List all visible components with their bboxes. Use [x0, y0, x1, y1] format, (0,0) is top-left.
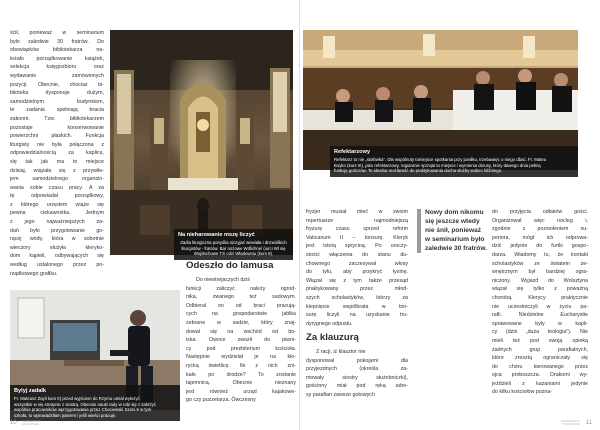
chapel-illustration — [110, 30, 293, 255]
text-line: Następnie wydzielał je na kle- — [186, 354, 296, 361]
text-line: rącej wody, która w sobotnie — [10, 236, 104, 243]
room-photo-caption — [10, 385, 180, 421]
pull-quote-line: zaledwie 30 fratrów. — [425, 245, 488, 252]
text-line: jest istotą spryciną. Po uroczy- — [306, 243, 408, 250]
right-text-column-3 — [492, 208, 588, 397]
text-line: pewna ciekawostka. Jednym — [10, 210, 104, 217]
pull-quote-line: nie śnił, ponieważ — [425, 227, 482, 234]
text-line: surę liczyli na uzyskanie tru- — [306, 312, 408, 319]
footer-line: DUCHOWNE — [562, 423, 580, 426]
room-caption-title: Bylyj zadalk — [14, 388, 47, 394]
text-line: rycką świetlicę. Ile z nich zni- — [186, 362, 296, 369]
text-line: pozycji. Obecnie, chociaż bi- — [10, 81, 104, 88]
text-line: gościnny miał pod ręką adre- — [306, 383, 408, 390]
text-line: z którego urzędem wiąże się — [10, 201, 104, 208]
text-line: do tyłu, aby przykryć łysinę. — [306, 269, 408, 276]
text-line: niczony. Wyjazd do Wolsztyna — [492, 277, 588, 284]
text-line: zgodnie z pozwoleniem su- — [492, 226, 588, 233]
text-line: sy parafian zawsze gotowych — [306, 391, 375, 398]
caption-line: szkoła, to wprowadziłam patnem i jeśli wieści pracuje. — [14, 412, 117, 418]
text-line: Organizował więc nocleg i, — [492, 217, 588, 224]
section-heading-odeszlo: Odeszło do lamusa — [186, 260, 274, 271]
text-line: które zresztą ograniczały się — [492, 355, 588, 362]
text-line: było zaledwie 30 fratrów. Do — [10, 38, 104, 45]
chapel-photo — [110, 30, 293, 255]
text-line: dyrygnego odpustu. — [306, 320, 353, 327]
refectory-photo-caption — [330, 146, 578, 177]
text-line: tę odpowiadał porządkowy, — [10, 193, 104, 200]
caption-line: wszystkie w się stratynie z siostrą. Obecnie nauki rady w robi się z zakrzyć — [14, 401, 156, 407]
text-line: odpowiedzialnością za kaplicę, — [10, 150, 104, 157]
text-line: jeździeli z kazaniami jedynie — [492, 380, 588, 387]
refectory-caption-title: Refektarzowy — [334, 149, 371, 155]
text-line: blioteka dysponuje dużym, — [10, 90, 104, 97]
text-line: fryzjer musiał mieć w swoim — [306, 209, 408, 215]
text-line: selekcja księgozbioru oraz — [10, 64, 104, 71]
section-heading-klauzura: Za klauzurą — [306, 332, 359, 343]
text-line: klepnięcie wspólbrata w ton- — [306, 303, 408, 310]
text-line: obowiązków bibliotekarza na- — [10, 47, 104, 54]
text-line: mowały siostry służebniczki), — [306, 374, 408, 381]
pull-quote-text — [425, 208, 497, 253]
text-line: nika, zwanego też sadowym. — [186, 294, 296, 301]
text-line: funkcji zaliczyć należy ogrod- — [186, 285, 296, 292]
text-line: chorobą. Klerycy praktycznie — [492, 294, 588, 301]
text-line: dań było przygotowanie go- — [10, 227, 104, 234]
text-line: powierzchni płaskich. Funkcja — [10, 133, 104, 140]
text-line: darza. Wiadomy tu, że kontakt — [492, 251, 588, 258]
page-number-right: 11 — [585, 420, 592, 426]
page-number-left: 10 — [10, 420, 17, 426]
caption-line: Boyko (kurs III), jako refektarzowy, regularnie sprząta to miejsce i wymienia obrusy, który dawego dnia pełnią — [334, 162, 541, 168]
pull-quote-bar — [417, 209, 421, 253]
text-line: stości włączenia do stanu du- — [306, 251, 408, 258]
right-text-column-1-cont — [306, 348, 408, 400]
text-line: mieli też pod swoją opieką — [492, 337, 588, 344]
text-line: fryzurę czasu sprzed reform — [306, 226, 408, 233]
footer-mark-left — [22, 420, 41, 426]
text-line: Vaticanum II – tonsurę. Kleryk — [306, 234, 408, 241]
right-text-column-1 — [306, 208, 408, 328]
text-line: zakonni. Tzw. bibliotekarzem — [10, 115, 104, 122]
text-line: kało po drodze? To zostanie — [186, 371, 296, 378]
text-line: cy (dziś „duża teologia"). Nie — [492, 329, 588, 336]
text-line: cych na gospodarstwie jabłka — [186, 311, 296, 318]
text-line: jest również urząd kajakowe- — [186, 388, 296, 395]
text-line: dysponował pokojami dla — [306, 357, 408, 364]
text-line: wieczory służyła kleryko- — [10, 244, 104, 251]
text-line: dował się na wschód od bo- — [186, 328, 296, 335]
text-line: do przyjęcia odłaków gości. — [492, 209, 588, 215]
caption-line: Fr. Mateusz Zayli kurs II) przed wyjściem do Rzymu umiał wyłożyć — [14, 396, 140, 401]
text-line: sprawowane były w kapli- — [492, 320, 588, 327]
text-line: Z racji, iż klasztor nie — [316, 349, 366, 355]
chapel-photo-caption — [174, 229, 293, 260]
caption-line: Refektarz to nie „stołówka". Dla wspólnoty tomiejsce spotkania przy posiłku, trzebawięc o niego dbać. Fr. Mateu — [334, 157, 547, 162]
text-line: repertuarze najmodniejszą — [306, 217, 408, 224]
footer-line: DUCHOWNE — [22, 423, 40, 426]
text-line: wania sobie czasu pracy. A za — [10, 184, 104, 191]
text-line: przyjezdnych (określa za- — [306, 366, 408, 373]
text-line: chownego zaczesywał włosy — [306, 260, 408, 267]
text-line: pozostaje konserwowanie — [10, 124, 104, 131]
text-line: samodzielnym budynkiem, — [10, 98, 104, 105]
text-line: Odbierał on od braci pracują- — [186, 302, 296, 309]
text-line: leżało porządkowanie książek, — [10, 55, 104, 62]
text-line: według ustalonego przez po- — [10, 262, 104, 269]
text-line: wydawanie zamówionych — [10, 72, 104, 79]
caption-line: funkcję gończów. To idealna możliwość do praktykowania ducha służby wobec bliźniego. — [334, 168, 503, 174]
caption-line: wspólnie pracowników wprzygotowanie przez Chociewski Szeni 6 w tym — [14, 407, 152, 413]
pull-quote-line: Nowy dom nikomu — [425, 209, 484, 216]
text-line: do chóru kierowanego przez — [492, 363, 588, 370]
text-line: wiązał się tylko z poważną — [492, 286, 588, 293]
text-line: zebrane w sadzie, który znaj- — [186, 319, 296, 326]
caption-line: liturgistów - fratrów. Bar nożowe Wdlichnel (iurci Wl się — [181, 245, 286, 251]
text-line: dzić jedynie do furtki gospo- — [492, 243, 588, 250]
footer-mark-right — [561, 420, 580, 426]
text-line: szych scholastyków, którzy za — [306, 294, 408, 301]
pull-quote — [417, 208, 497, 253]
left-text-column — [10, 29, 104, 278]
caption-line: Zadia liturgiczna ponyślia niczyjać wewiała i dnzwiólkich — [180, 240, 287, 245]
text-line: go czy puzzelarza. Ówczesny — [186, 397, 256, 404]
text-line: liturgisty nie była połączona z — [10, 141, 104, 148]
text-line: z jego najważniejszych za- — [10, 219, 104, 226]
pull-quote-line: w seminarium było — [425, 236, 485, 243]
chapel-caption-title: Na nieharowanie mszę liczyć — [178, 232, 255, 238]
caption-line: Wojdechowe Tzi cdzi Władowniu (kurs 8). — [193, 251, 274, 257]
text-line: nie uczestniczyli w życiu pa- — [492, 303, 588, 310]
text-line: ojca proboszcza. Drakomi wy- — [492, 372, 588, 379]
text-line: dzisiaj, wiązała się z przywile- — [10, 167, 104, 174]
text-line: dom kąpieli, odbywających się — [10, 253, 104, 260]
text-line: cy pod prezbiterium kościoła. — [186, 345, 296, 352]
left-text-column-2 — [186, 276, 296, 405]
text-line: do kilku kościołów pozna- — [492, 389, 553, 396]
text-line: jem samodzielnego organizo- — [10, 176, 104, 183]
text-line: tajemnicą. Obecnie nieznany — [186, 380, 296, 387]
text-line: praktykowany przez młod- — [306, 286, 408, 293]
text-line: iska. Owoce zwoził do piwni- — [186, 337, 296, 344]
text-line: Wiązał się z tym także przesąd — [306, 277, 408, 284]
text-line: się tak jak ma to miejsce — [10, 158, 104, 165]
text-line: rządkowego grafiku. — [10, 270, 58, 277]
text-line: wnętrznym był bardziej ogra- — [492, 269, 588, 276]
text-line: ścił, ponieważ w seminarium — [10, 30, 104, 36]
footer-line: SEMINARIUM — [22, 420, 41, 423]
text-line: te zadania spełniają bracia — [10, 107, 104, 114]
text-line: rafii. Niedzielne Eucharystie — [492, 312, 588, 319]
text-line: żadnych grup parafialnych, — [492, 346, 588, 353]
text-line: scholastyków ze światem ze- — [492, 260, 588, 267]
footer-line: SEMINARIUM — [561, 420, 580, 423]
text-line: Do niewtrejaczych dziś — [196, 277, 250, 283]
text-line: periora, mógł ich odprowa- — [492, 234, 588, 241]
pull-quote-line: się jeszcze wtedy — [425, 218, 480, 225]
